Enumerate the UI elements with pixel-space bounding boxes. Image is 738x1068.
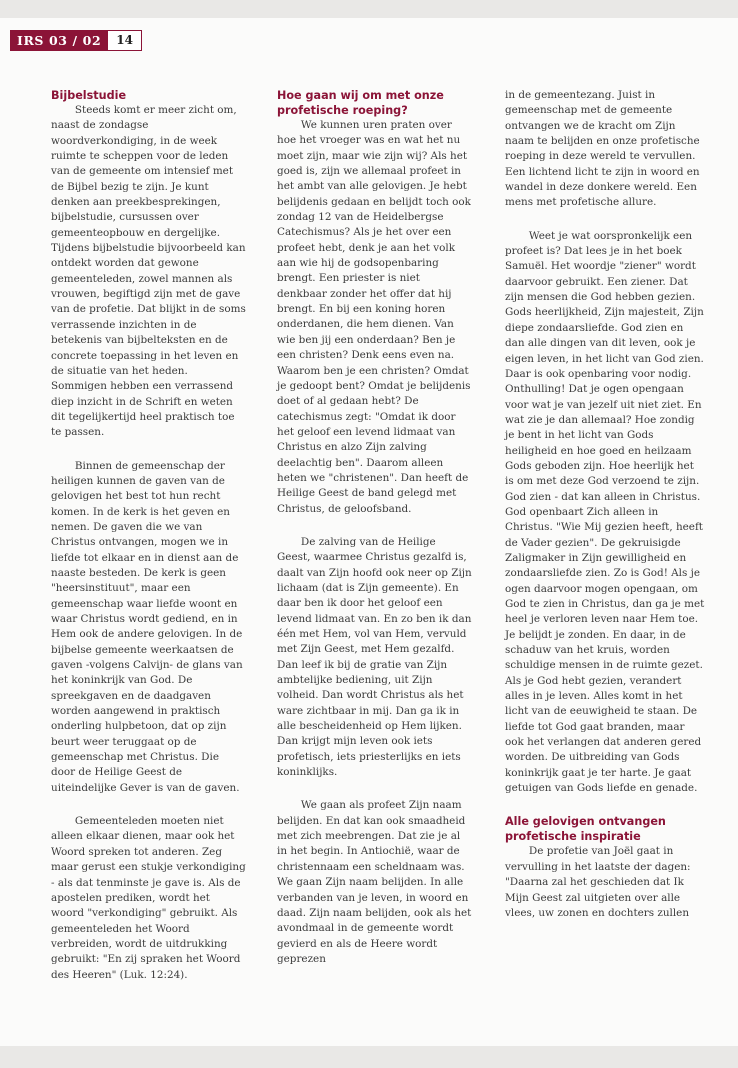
paragraph: in de gemeentezang. Juist in gemeenschap met de gemeente ontvangen we de kracht om Zijn naam te belijden en onze profetische roeping in deze wereld te vervullen. Een lichtend licht te zijn in woord en wandel in deze donkere wereld. Een mens met profetische allure. (505, 89, 700, 209)
page-number: 14 (108, 30, 142, 51)
magazine-page (0, 18, 738, 1046)
column-1 (51, 88, 246, 983)
magazine-brand: IRS 03 / 02 (10, 30, 108, 51)
paragraph: We kunnen uren praten over hoe het vroeger was en wat het nu moet zijn, maar wie zijn wij? Als het goed is, zijn we allemaal profeet in het ambt van alle gelovigen. Je hebt belijdenis gedaan en belijdt toch ook zondag 12 van de Heidelbergse Catechismus? Als je het over een profeet hebt, denk je aan het volk aan wie hij de godsopenbaring brengt. Een priester is niet denkbaar zonder het offer dat hij brengt. En bij een koning horen onderdanen, die hem dienen. Van wie ben jij een onderdaan? Ben je een christen? Denk eens even na. Waarom ben je een christen? Omdat je gedoopt bent? Omdat je belijdenis doet of al gedaan hebt? De catechismus zegt: "Omdat ik door het geloof een levend lidmaat van Christus en alzo Zijn zalving deelachtig ben". Daarom alleen heten we "christenen". Dan heeft de Heilige Geest de band gelegd met Christus, de geloofsband. (277, 119, 471, 515)
heading-profetische-inspiratie: Alle gelovigen ontvangen profetische inspiratie (505, 815, 666, 844)
paragraph: Weet je wat oorspronkelijk een profeet is? Dat lees je in het boek Samuël. Het woordje "ziener" wordt daarvoor gebruikt. Een ziener. Dat zijn mensen die God hebben gezien. Gods heerlijkheid, Zijn majesteit, Zijn diepe zondaarsliefde. God zien en dan alle dingen van dit leven, ook je eigen leven, in het licht van God zien. Daar is ook openbaring voor nodig. Onthulling! Dat je ogen opengaan voor wat je van jezelf uit niet ziet. En wat zie je dan allemaal? Hoe zondig je bent in het licht van Gods heiligheid en hoe goed en heilzaam Gods geboden zijn. Hoe heerlijk het is om met deze God verzoend te zijn. God zien - dat kan alleen in Christus. God openbaart Zich alleen in Christus. "Wie Mij gezien heeft, heeft de Vader gezien". De gekruisigde Zaligmaker in Zijn gewilligheid en zondaarsliefde zien. Zo is God! Als je ogen daarvoor mogen opengaan, om God te zien in Christus, dan ga je met heel je verloren leven naar Hem toe. Je belijdt je zonden. En daar, in de schaduw van het kruis, worden schuldige mensen in de ruimte gezet. Als je God hebt gezien, verandert alles in je leven. Alles komt in het licht van de eeuwigheid te staan. De liefde tot God gaat branden, maar ook het verlangen dat anderen gered worden. De uitbreiding van Gods koninkrijk gaat je ter harte. Je gaat getuigen van Gods liefde en genade. (505, 229, 705, 795)
column-2 (277, 88, 472, 967)
paragraph: De zalving van de Heilige Geest, waarmee Christus gezalfd is, daalt van Zijn hoofd ook neer op Zijn lichaam (dat is Zijn gemeente). En daar ben ik door het geloof een levend lidmaat van. En zo ben ik dan één met Hem, vol van Hem, vervuld met Zijn Geest, met Hem gezalfd. Dan leef ik bij de gratie van Zijn ambtelijke bediening, uit Zijn volheid. Dan wordt Christus als het ware zichtbaar in mij. Dan ga ik in alle bescheidenheid op Hem lijken. Dan krijgt mijn leven ook iets profetisch, iets priesterlijks en iets koninklijks. (277, 535, 472, 779)
column-3 (505, 88, 705, 921)
heading-profetische-roeping: Hoe gaan wij om met onze profetische roeping? (277, 89, 444, 117)
paragraph: Steeds komt er meer zicht om, naast de zondagse woordverkondiging, in de week ruimte te scheppen voor de leden van de gemeente om intensief met de Bijbel bezig te zijn. Je kunt denken aan preekbesprekingen, bijbelstudie, cursussen over gemeenteopbouw en dergelijke. Tijdens bijbelstudie bijvoorbeeld kan ontdekt worden dat gewone gemeenteleden, zowel mannen als vrouwen, begiftigd zijn met de gave van de profetie. Dat blijkt in de soms verrassende inzichten in de betekenis van bijbelteksten en de concrete toepassing in het leven en de situatie van het heden. Sommigen hebben een verrassend diep inzicht in de Schrift en weten dit tegelijkertijd heel praktisch toe te passen. (51, 104, 246, 439)
paragraph: We gaan als profeet Zijn naam belijden. En dat kan ook smaadheid met zich meebrengen. Dat zie je al in het begin. In Antiochië, waar de christennaam een scheldnaam was. We gaan Zijn naam belijden. In alle verbanden van je leven, in woord en daad. Zijn naam belijden, ook als het avondmaal in de gemeente wordt gevierd en als de Heere wordt geprezen (277, 799, 472, 965)
page-header (10, 30, 142, 51)
paragraph: De profetie van Joël gaat in vervulling in het laatste der dagen: "Daarna zal het geschieden dat Ik Mijn Geest zal uitgieten over alle vlees, uw zonen en dochters zullen (505, 845, 691, 919)
paragraph: Gemeenteleden moeten niet alleen elkaar dienen, maar ook het Woord spreken tot anderen. Zeg maar gerust een stukje verkondiging - als dat tenminste je gave is. Als de apostelen prediken, wordt het woord "verkondiging" gebruikt. Als gemeenteleden het Woord verbreiden, wordt de uitdrukking gebruikt: "En zij spraken het Woord des Heeren" (Luk. 12:24). (51, 815, 246, 981)
paragraph: Binnen de gemeenschap der heiligen kunnen de gaven van de gelovigen het best tot hun recht komen. In de kerk is het geven en nemen. De gaven die we van Christus ontvangen, mogen we in liefde tot elkaar en in dienst aan de naaste besteden. De kerk is geen "heersinstituut", maar een gemeenschap waar liefde woont en waar Christus wordt gediend, en in Hem ook de andere gelovigen. In de bijbelse gemeente weerkaatsen de gaven -volgens Calvijn- de glans van het koninkrijk van God. De spreekgaven en de daadgaven worden aangewend in praktisch onderling hulpbetoon, dat op zijn beurt weer teruggaat op de gemeenschap met Christus. Die door de Heilige Geest de uiteindelijke Gever is van de gaven. (51, 459, 243, 794)
heading-bijbelstudie: Bijbelstudie (51, 89, 127, 102)
